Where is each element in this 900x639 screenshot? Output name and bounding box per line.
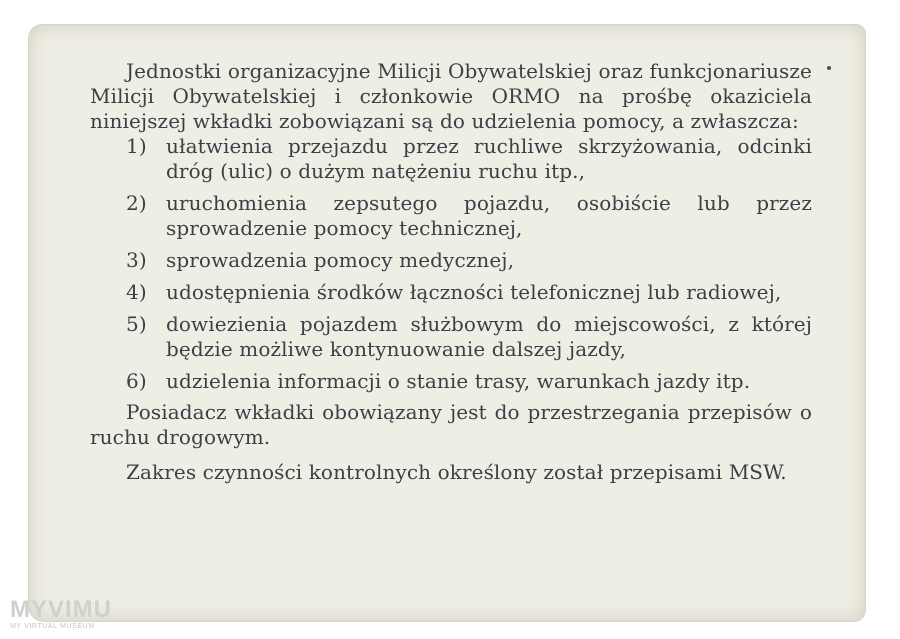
- list-item: [90, 280, 812, 305]
- list-item-text: dowiezienia pojazdem służbowym do miejscowości, z której będzie możliwe kontynuowanie dalszej jazdy,: [166, 312, 812, 361]
- list-item: [90, 134, 812, 184]
- list-item: [90, 248, 812, 273]
- list-item: [90, 369, 812, 394]
- list-item-number: 2): [126, 191, 147, 215]
- list-item-number: 6): [126, 369, 147, 393]
- list-item: [90, 312, 812, 362]
- list-item-number: 4): [126, 280, 147, 304]
- document-text: [90, 59, 812, 485]
- print-speck: [827, 66, 831, 70]
- list-item-number: 3): [126, 248, 147, 272]
- list-item-text: sprowadzenia pomocy medycznej,: [166, 248, 515, 272]
- list-item-text: uruchomienia zepsutego pojazdu, osobiście lub przez sprowadzenie pomocy technicznej,: [166, 191, 812, 240]
- list-item-text: udzielenia informacji o stanie trasy, warunkach jazdy itp.: [166, 369, 751, 393]
- intro-paragraph: Jednostki organizacyjne Milicji Obywatelskiej oraz funkcjonariusze Milicji Obywatelskiej i członkowie ORMO na prośbę okaziciela niniejszej wkładki zobowiązani są do udzielenia pomocy, a zwłaszcza:: [90, 59, 812, 133]
- scope-paragraph: Zakres czynności kontrolnych określony został przepisami MSW.: [126, 460, 787, 484]
- obligation-paragraph: Posiadacz wkładki obowiązany jest do przestrzegania przepisów o ruchu drogowym.: [90, 400, 812, 449]
- list-item-text: udostępnienia środków łączności telefonicznej lub radiowej,: [166, 280, 782, 304]
- list-item-number: 1): [126, 134, 147, 158]
- assistance-list: [90, 134, 812, 394]
- watermark-logo: MYVIMU: [10, 596, 112, 623]
- list-item-number: 5): [126, 312, 147, 336]
- watermark: [10, 598, 140, 630]
- list-item: [90, 191, 812, 241]
- watermark-caption: MY VIRTUAL MUSEUM: [10, 623, 95, 630]
- list-item-text: ułatwienia przejazdu przez ruchliwe skrzyżowania, odcinki dróg (ulic) o dużym natężeniu ruchu itp.,: [166, 134, 812, 183]
